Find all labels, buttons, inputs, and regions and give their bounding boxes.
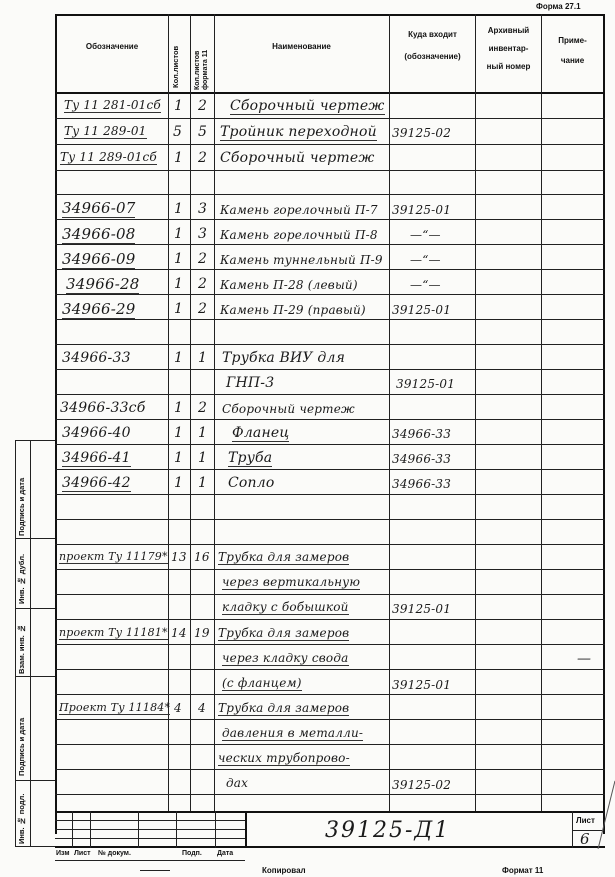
row-name: Сборочный чертеж [222, 402, 355, 416]
header-note-2: чание [560, 56, 585, 65]
row-format: 2 [198, 98, 208, 114]
row-name: Сборочный чертеж [220, 150, 375, 166]
row-name: Камень горелочный П-7 [220, 203, 378, 217]
row-name: ГНП-3 [226, 375, 275, 391]
header-name: Наименование [272, 42, 331, 51]
header-where-used-2: (обозначение) [404, 52, 461, 61]
row-name: (с фланцем) [222, 676, 302, 690]
row-designation: Ту 11 281-01сб [64, 98, 161, 112]
row-name: Трубка для замеров [218, 701, 350, 715]
row-designation: 34966-09 [62, 250, 136, 268]
row-qty: 1 [174, 450, 184, 466]
row-where-used: 34966-33 [392, 452, 452, 466]
row-where-used: 39125-02 [392, 778, 452, 792]
row-format: 19 [194, 626, 210, 640]
row-format: 1 [198, 425, 208, 441]
row-where-used: —“— [410, 228, 441, 242]
header-designation: Обозначение [85, 42, 139, 51]
row-name: Фланец [232, 425, 290, 441]
footer-copied: Копировал [262, 866, 306, 875]
row-name: Сопло [228, 475, 275, 491]
row-name: Камень П-28 (левый) [220, 278, 358, 292]
header-note-1: Приме- [558, 36, 587, 45]
row-name: Трубка для замеров [218, 550, 350, 564]
row-qty: 1 [174, 350, 184, 366]
side-label-replace-inv: Взам. инв. № [17, 624, 26, 674]
row-qty: 1 [174, 226, 184, 242]
row-name: давления в металли- [222, 726, 364, 740]
row-format: 1 [198, 450, 208, 466]
row-qty: 1 [174, 276, 184, 292]
row-format: 2 [198, 251, 208, 267]
row-format: 3 [198, 201, 208, 217]
row-designation: 34966-28 [66, 275, 140, 293]
row-name: через кладку свода [222, 651, 349, 665]
row-designation: 34966-08 [62, 225, 136, 243]
row-designation: проект Ту 11181* [59, 626, 168, 639]
row-designation: 34966-07 [62, 199, 136, 217]
row-format: 2 [198, 276, 208, 292]
row-format: 4 [198, 701, 206, 715]
row-designation: 34966-42 [62, 475, 131, 491]
footer-format: Формат 11 [502, 866, 544, 875]
row-qty: 13 [171, 550, 187, 564]
row-where-used: 39125-01 [396, 377, 456, 391]
row-name: Трубка для замеров [218, 626, 350, 640]
row-where-used: 39125-01 [392, 303, 452, 317]
document-code: 39125-Д1 [325, 818, 451, 843]
side-label-sign-date-2: Подпись и дата [17, 717, 26, 776]
row-name: Трубка ВИУ для [222, 350, 346, 366]
row-where-used: —“— [410, 278, 441, 292]
row-name: Камень горелочный П-8 [220, 228, 378, 242]
row-format: 2 [198, 150, 208, 166]
row-where-used: 39125-01 [392, 602, 452, 616]
side-label-dup-inv: Инв. № дубл. [17, 553, 26, 604]
row-designation: 34966-41 [62, 450, 131, 466]
row-qty: 4 [174, 701, 182, 715]
side-label-orig-inv: Инв. № подл. [17, 793, 26, 844]
row-qty: 1 [174, 251, 184, 267]
row-where-used: 39125-02 [392, 126, 452, 140]
row-where-used: 39125-01 [392, 203, 452, 217]
row-designation: Ту 11 289-01сб [60, 150, 157, 164]
row-designation: 34966-40 [62, 425, 131, 441]
row-name: Камень туннельный П-9 [220, 253, 383, 267]
row-designation: Ту 11 289-01 [64, 124, 147, 138]
row-format: 16 [194, 550, 210, 564]
row-designation: Проект Ту 11184* [59, 701, 171, 714]
row-qty: 1 [174, 150, 184, 166]
row-where-used: 34966-33 [392, 477, 452, 491]
row-where-used: 39125-01 [392, 678, 452, 692]
stamp-podp: Подп. [182, 850, 202, 857]
row-name: Камень П-29 (правый) [220, 303, 366, 317]
header-qty-sheets: Кол.листов [171, 45, 180, 88]
row-name: Сборочный чертеж [230, 98, 385, 114]
row-qty: 1 [174, 98, 184, 114]
row-qty: 14 [171, 626, 187, 640]
form-label: Форма 27.1 [536, 2, 581, 11]
row-qty: 1 [174, 425, 184, 441]
sheet-number: 6 [580, 830, 590, 848]
header-format-qty: Кол.листов формата 11 [194, 49, 209, 90]
sheet-label: Лист [576, 816, 595, 825]
row-format: 1 [198, 475, 208, 491]
row-designation: 34966-33 [62, 350, 131, 366]
row-name: ческих трубопрово- [218, 751, 350, 765]
row-format: 2 [198, 400, 208, 416]
row-where-used: 34966-33 [392, 427, 452, 441]
row-designation: 34966-29 [62, 300, 136, 318]
row-format: 3 [198, 226, 208, 242]
row-format: 1 [198, 350, 208, 366]
side-label-sign-date-1: Подпись и дата [17, 477, 26, 536]
stamp-izm: Изм [56, 850, 70, 857]
row-qty: 1 [174, 400, 184, 416]
row-format: 2 [198, 301, 208, 317]
stamp-doc-no: № докум. [98, 850, 131, 857]
note-dash: — [577, 651, 592, 667]
row-designation: 34966-33сб [60, 400, 146, 416]
row-name: кладку с бобышкой [222, 600, 349, 614]
row-name: Труба [228, 450, 273, 466]
row-qty: 1 [174, 201, 184, 217]
row-name: через вертикальную [222, 575, 361, 589]
header-archive-3: ный номер [486, 62, 531, 71]
row-qty: 1 [174, 475, 184, 491]
row-designation: проект Ту 11179* [59, 550, 168, 563]
row-where-used: —“— [410, 253, 441, 267]
header-where-used-1: Куда входит [408, 30, 457, 39]
header-archive-1: Архивный [487, 26, 530, 35]
row-qty: 5 [173, 124, 183, 140]
row-format: 5 [198, 124, 208, 140]
header-archive-2: инвентар- [488, 44, 529, 53]
stamp-list: Лист [74, 850, 91, 857]
row-name: дах [226, 776, 249, 790]
stamp-data: Дата [217, 850, 234, 857]
row-qty: 1 [174, 301, 184, 317]
row-name: Тройник переходной [220, 124, 377, 140]
